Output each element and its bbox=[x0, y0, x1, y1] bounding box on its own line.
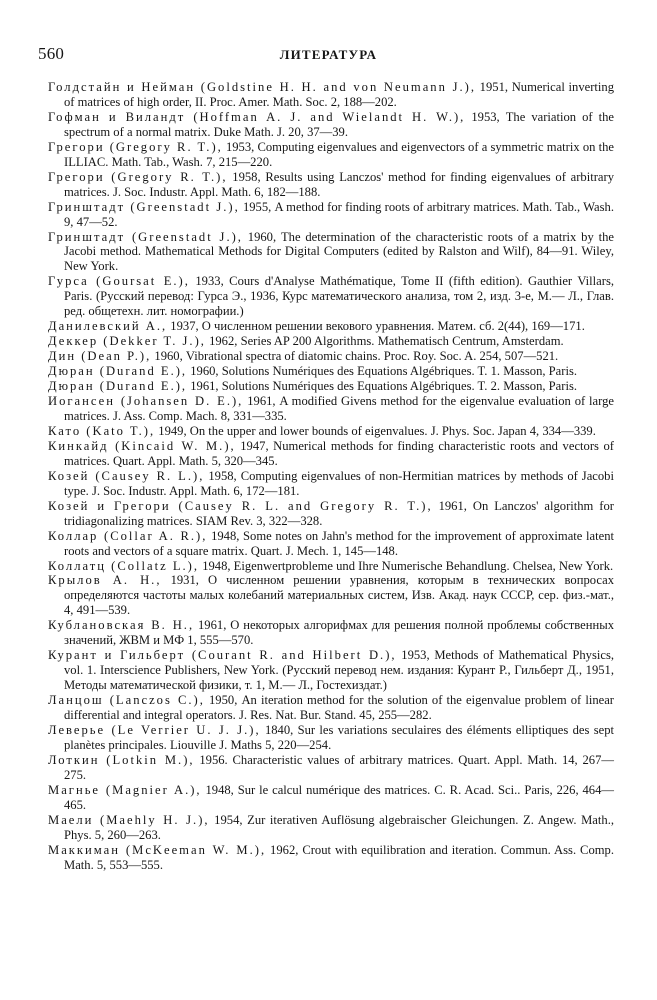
reference-author: Крылов А. Н., bbox=[48, 573, 162, 588]
page-number: 560 bbox=[38, 44, 65, 63]
reference-entry bbox=[48, 319, 614, 334]
reference-entry bbox=[48, 618, 614, 648]
reference-text: 1956. Characteristic values of arbitrary matrices. Quart. Appl. Math. 14, 267—275. bbox=[64, 752, 614, 782]
reference-author: Дин (Dean P.), bbox=[48, 349, 152, 364]
reference-author: Коллар (Collar A. R.), bbox=[48, 528, 208, 543]
running-title: ЛИТЕРАТУРА bbox=[279, 47, 378, 62]
reference-text: 1949, On the upper and lower bounds of eigenvalues. J. Phys. Soc. Japan 4, 334—339. bbox=[158, 423, 596, 438]
reference-entry bbox=[48, 693, 614, 723]
reference-entry bbox=[48, 843, 614, 873]
reference-text: 1948, Sur le calcul numérique des matrices. C. R. Acad. Sci.. Paris, 226, 464—465. bbox=[64, 782, 614, 812]
reference-entry bbox=[48, 813, 614, 843]
reference-text: 1937, О численном решении векового уравнения. Матем. сб. 2(44), 169—171. bbox=[170, 319, 585, 334]
reference-entry bbox=[48, 499, 614, 529]
reference-text: 1961, On Lanczos' algorithm for tridiagonalizing matrices. SIAM Rev. 3, 322—328. bbox=[64, 498, 614, 528]
reference-entry bbox=[48, 379, 614, 394]
reference-entry bbox=[48, 230, 614, 275]
reference-author: Леверье (Le Verrier U. J. J.), bbox=[48, 722, 261, 737]
reference-text: 1960, Solutions Numériques des Equations Algébriques. T. 1. Masson, Paris. bbox=[190, 364, 578, 379]
reference-text: 1961, О некоторых алгорифмах для решения полной проблемы собственных значений, ЖВМ и МФ 1, 555—570. bbox=[64, 618, 614, 648]
reference-entry bbox=[48, 80, 614, 110]
reference-entry bbox=[48, 573, 614, 618]
reference-text: 1951, Numerical inverting of matrices of high order, II. Proc. Amer. Math. Soc. 2, 188—202. bbox=[64, 80, 615, 109]
reference-author: Козей (Causey R. L.), bbox=[48, 468, 205, 483]
reference-entry bbox=[48, 274, 614, 319]
reference-text: 1947, Numerical methods for finding characteristic roots and vectors of matrices. Quart. Appl. Math. 5, 320—345. bbox=[64, 438, 614, 468]
reference-author: Грегори (Gregory R. T.), bbox=[48, 139, 223, 154]
reference-text: 1948, Some notes on Jahn's method for the improvement of approximate latent roots and vectors of a square matrix. Quart. J. Mech. 1, 145—148. bbox=[64, 528, 614, 558]
reference-author: Данилевский А., bbox=[48, 319, 168, 334]
reference-author: Гофман и Виландт (Hoffman A. J. and Wielandt H. W.), bbox=[48, 109, 466, 124]
reference-text: 1953, Computing eigenvalues and eigenvectors of a symmetric matrix on the ILLIAC. Math. Tab., Wash. 7, 215—220. bbox=[64, 139, 614, 169]
reference-text: 1933, Cours d'Analyse Mathématique, Tome II (fifth edition). Gauthier Villars, Paris. (Русский перевод: Гурса Э., 1936, Курс математического анализа, том 2, изд. 3-е, М.— Л., Глав. ред. общетехн. лит. номографии.) bbox=[64, 274, 614, 319]
reference-text: 1961, A modified Givens method for the eigenvalue evaluation of large matrices. J. Ass. Comp. Mach. 8, 331—335. bbox=[64, 394, 614, 423]
reference-author: Козей и Грегори (Causey R. L. and Gregory R. T.), bbox=[48, 498, 433, 513]
reference-author: Маели (Maehly H. J.), bbox=[48, 812, 210, 827]
reference-author: Иогансен (Johansen D. E.), bbox=[48, 394, 244, 409]
reference-text: 1931, О численном решении уравнения, которым в технических вопросах определяются частоты малых колебаний материальных систем, Изв. Акад. наук СССР, сер. физ.-мат., 4, 491—539. bbox=[64, 573, 614, 618]
reference-entry bbox=[48, 723, 614, 753]
reference-text: 1958, Computing eigenvalues of non-Hermitian matrices by methods of Jacobi type. J. Soc. Industr. Appl. Math. 6, 172—181. bbox=[64, 468, 614, 498]
reference-entry bbox=[48, 364, 614, 379]
reference-entry bbox=[48, 110, 614, 140]
reference-author: Грегори (Gregory R. T.), bbox=[48, 169, 228, 184]
reference-author: Кублановская В. Н., bbox=[48, 618, 195, 633]
reference-entry bbox=[48, 394, 614, 424]
reference-entry bbox=[48, 753, 614, 783]
reference-entry bbox=[48, 439, 614, 469]
reference-author: Курант и Гильберт (Courant R. and Hilbert D.), bbox=[48, 648, 397, 663]
reference-author: Коллатц (Collatz L.), bbox=[48, 558, 200, 573]
reference-entry bbox=[48, 349, 614, 364]
reference-entry bbox=[48, 200, 614, 230]
reference-text: 1962, Crout with equilibration and iteration. Commun. Ass. Comp. Math. 5, 553—555. bbox=[64, 842, 614, 872]
reference-entry bbox=[48, 140, 614, 170]
reference-author: Кинкайд (Kincaid W. M.), bbox=[48, 438, 236, 453]
reference-entry bbox=[48, 783, 614, 813]
reference-text: 1950, An iteration method for the solution of the eigenvalue problem of linear differential and integral operators. J. Res. Nat. Bur. Stand. 45, 255—282. bbox=[64, 693, 615, 723]
reference-text: 1958, Results using Lanczos' method for finding eigenvalues of arbitrary matrices. J. Soc. Industr. Appl. Math. 6, 182—188. bbox=[64, 169, 615, 199]
reference-text: 1960, The determination of the characteristic roots of a matrix by the Jacobi method. Mathematical Methods for Digital Computers (edited by Ralston and Wilf), 84—91. Wiley, New York. bbox=[64, 229, 614, 274]
reference-entry bbox=[48, 469, 614, 499]
reference-entry bbox=[48, 424, 614, 439]
reference-author: Гринштадт (Greenstadt J.), bbox=[48, 199, 240, 214]
reference-text: 1961, Solutions Numériques des Equations Algébriques. T. 2. Masson, Paris. bbox=[190, 379, 578, 394]
reference-entry bbox=[48, 529, 614, 559]
reference-author: Деккер (Dekker T. J.), bbox=[48, 334, 206, 349]
reference-author: Дюран (Durand E.), bbox=[48, 379, 188, 394]
reference-author: Маккиман (McKeeman W. M.), bbox=[48, 842, 267, 857]
reference-list bbox=[48, 80, 614, 873]
reference-author: Голдстайн и Нейман (Goldstine H. H. and von Neumann J.), bbox=[48, 80, 476, 94]
reference-author: Дюран (Durand E.), bbox=[48, 364, 188, 379]
reference-author: Гринштадт (Greenstadt J.), bbox=[48, 229, 243, 244]
reference-text: 1955, A method for finding roots of arbitrary matrices. Math. Tab., Wash. 9, 47—52. bbox=[64, 199, 614, 229]
reference-text: 1954, Zur iterativen Auflösung algebraischer Gleichungen. Z. Angew. Math., Phys. 5, 260—263. bbox=[64, 812, 614, 842]
reference-author: Лоткин (Lotkin M.), bbox=[48, 752, 195, 767]
reference-text: 1953, The variation of the spectrum of a normal matrix. Duke Math. J. 20, 37—39. bbox=[64, 109, 615, 139]
reference-text: 1953, Methods of Mathematical Physics, vol. 1. Interscience Publishers, New York. (Русский перевод нем. издания: Курант Р., Гильберт Д., 1951, Методы математической физики, т. 1, М.— Л., Гостехиздат.) bbox=[64, 648, 614, 693]
reference-author: Магнье (Magnier A.), bbox=[48, 782, 202, 797]
reference-entry bbox=[48, 334, 614, 349]
reference-author: Гурса (Goursat E.), bbox=[48, 274, 190, 289]
reference-author: Ланцош (Lanczos C.), bbox=[48, 693, 205, 708]
reference-entry bbox=[48, 559, 614, 574]
reference-text: 1962, Series AP 200 Algorithms. Mathematisch Centrum, Amsterdam. bbox=[209, 334, 564, 349]
reference-text: 1948, Eigenwertprobleme und Ihre Numerische Behandlung. Chelsea, New York. bbox=[202, 558, 614, 573]
reference-entry bbox=[48, 170, 614, 200]
reference-text: 1960, Vibrational spectra of diatomic chains. Proc. Roy. Soc. A. 254, 507—521. bbox=[154, 349, 559, 364]
reference-author: Като (Kato T.), bbox=[48, 423, 156, 438]
reference-text: 1840, Sur les variations seculaires des éléments elliptiques des sept planètes principales. Liouville J. Maths 5, 220—254. bbox=[64, 722, 614, 752]
reference-entry bbox=[48, 648, 614, 693]
